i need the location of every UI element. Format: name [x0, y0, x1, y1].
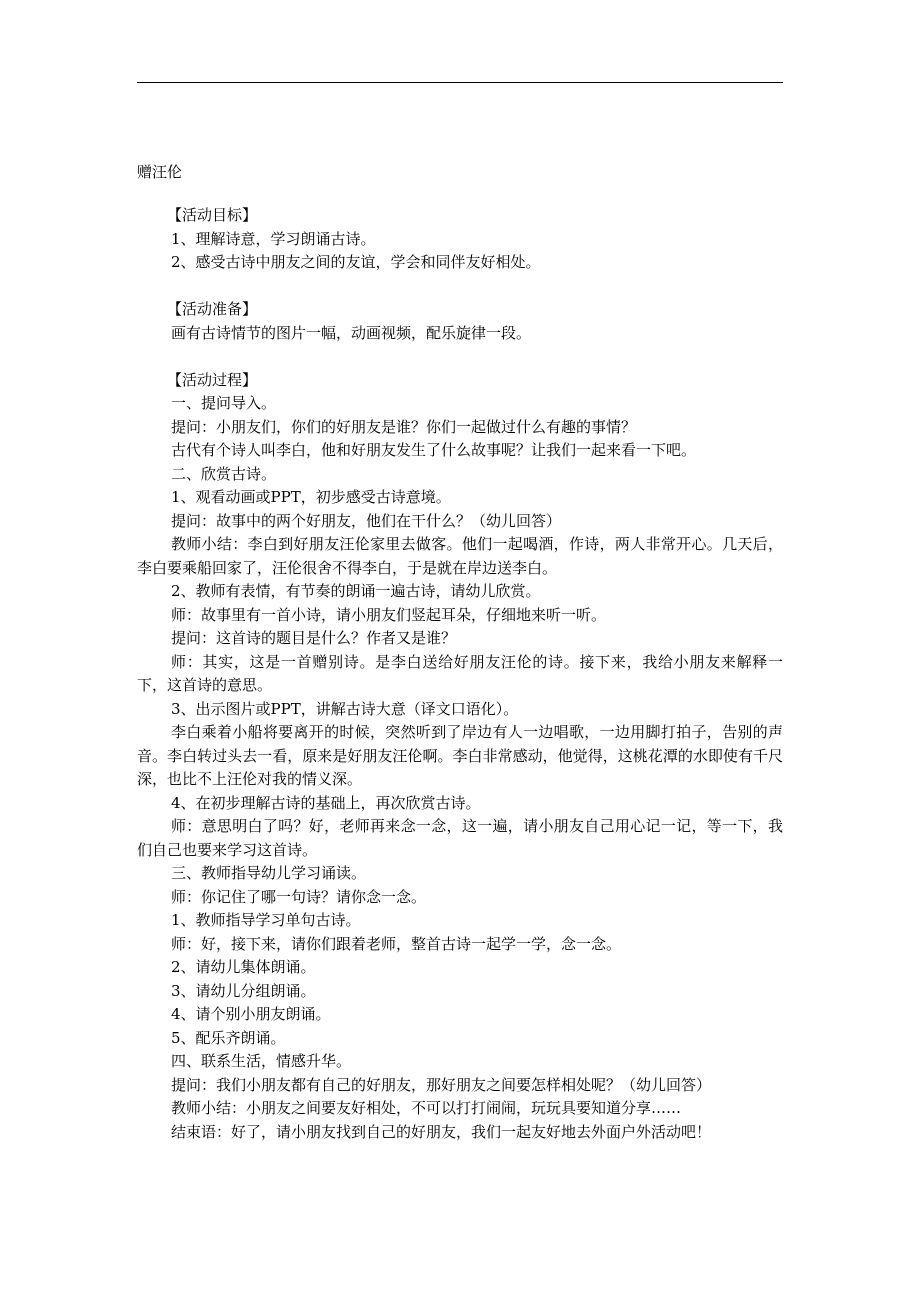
process-line: 5、配乐齐朗诵。	[171, 1028, 286, 1047]
section-heading-prep: 【活动准备】	[167, 300, 258, 318]
document-body	[137, 204, 783, 1144]
process-line: 三、教师指导幼儿学习诵读。	[171, 864, 367, 882]
process-line: 1、教师指导学习单句古诗。	[171, 911, 361, 929]
section-heading-goals: 【活动目标】	[167, 206, 258, 224]
goal-line: 2、感受古诗中朋友之间的友谊，学会和同伴友好相处。	[171, 253, 541, 271]
process-line: 2、请幼儿集体朗诵。	[171, 958, 316, 976]
prep-line: 画有古诗情节的图片一幅，动画视频，配乐旋律一段。	[171, 323, 532, 342]
process-line: 李白乘着小船将要离开的时候，突然听到了岸边有人一边唱歌，一边用脚打拍子，告别的声音。李白转过头去一看，原来是好朋友汪伦啊。李白非常感动，他觉得，这桃花潭的水即使有千尺深，也比不上汪伦对我的情义深。	[137, 723, 783, 788]
process-line: 教师小结：李白到好朋友汪伦家里去做客。他们一起喝酒，作诗，两人非常开心。几天后，李白要乘船回家了，汪伦很舍不得李白，于是就在岸边送李白。	[137, 535, 783, 577]
process-line: 二、欣赏古诗。	[171, 464, 277, 483]
goal-line: 1、理解诗意，学习朗诵古诗。	[171, 229, 376, 248]
process-line: 4、在初步理解古诗的基础上，再次欣赏古诗。	[171, 793, 481, 812]
process-line: 教师小结：小朋友之间要友好相处，不可以打打闹闹，玩玩具要知道分享……	[171, 1099, 682, 1117]
process-line: 师：意思明白了吗？好，老师再来念一念，这一遍，请小朋友自己用心记一记，等一下，我们自己也要来学习这首诗。	[137, 817, 783, 859]
process-line: 师：其实，这是一首赠别诗。是李白送给好朋友汪伦的诗。接下来，我给小朋友来解释一下，这首诗的意思。	[137, 652, 783, 694]
process-line: 师：故事里有一首小诗，请小朋友们竖起耳朵，仔细地来听一听。	[171, 605, 607, 624]
spacer	[137, 345, 783, 369]
process-line: 提问：小朋友们，你们的好朋友是谁？你们一起做过什么有趣的事情？	[171, 417, 637, 436]
header-rule	[137, 82, 783, 83]
process-line: 4、请个别小朋友朗诵。	[171, 1005, 331, 1023]
process-line: 3、请幼儿分组朗诵。	[171, 981, 316, 1000]
process-line: 一、提问导入。	[171, 394, 277, 412]
process-line: 四、联系生活，情感升华。	[171, 1052, 352, 1070]
process-line: 师：你记住了哪一句诗？请你念一念。	[171, 887, 427, 906]
document-title: 赠汪伦	[137, 163, 183, 181]
process-line: 师：好，接下来，请你们跟着老师，整首古诗一起学一学，念一念。	[171, 934, 622, 953]
process-line: 提问：故事中的两个好朋友，他们在干什么？（幼儿回答）	[171, 511, 562, 530]
process-line: 1、观看动画或PPT，初步感受古诗意境。	[171, 488, 451, 506]
process-line: 结束语：好了，请小朋友找到自己的好朋友，我们一起友好地去外面户外活动吧！	[171, 1122, 712, 1141]
process-line: 提问：这首诗的题目是什么？作者又是谁？	[171, 629, 457, 647]
process-line: 古代有个诗人叫李白，他和好朋友发生了什么故事呢？让我们一起来看一下吧。	[171, 441, 697, 459]
spacer	[137, 275, 783, 299]
section-heading-process: 【活动过程】	[167, 370, 258, 389]
process-line: 提问：我们小朋友都有自己的好朋友，那好朋友之间要怎样相处呢？（幼儿回答）	[171, 1075, 712, 1094]
process-line: 3、出示图片或PPT，讲解古诗大意（译文口语化）。	[171, 699, 519, 718]
process-line: 2、教师有表情，有节奏的朗诵一遍古诗，请幼儿欣赏。	[171, 582, 541, 600]
